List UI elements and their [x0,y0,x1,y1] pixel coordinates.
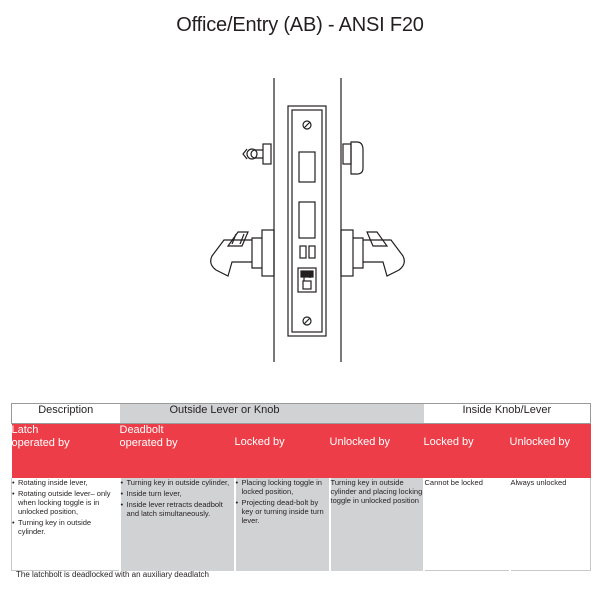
key-cylinder-icon [243,144,271,164]
cell-outside-locked-by [235,478,330,571]
thumbturn-icon [343,142,363,174]
cell-inside-unlocked-by: Always unlocked [510,478,591,571]
mortise-lock-case-icon [288,106,326,336]
col-deadbolt-operated: Deadbolt operated by [120,424,235,479]
lock-diagram [0,70,600,380]
cell-deadbolt-operated [120,478,235,571]
col-inside-unlocked-by: Unlocked by [510,424,591,479]
list-item: • Inside lever retracts deadbolt and latch simultaneously. [127,500,234,518]
col-inside-locked-by: Locked by [424,424,510,479]
cell-latch-operated [12,478,120,571]
list-item: • Inside turn lever, [127,489,234,498]
col-outside-locked-by: Locked by [235,424,330,479]
group-outside-spacer [330,404,424,424]
locking-toggle-icon [298,268,316,292]
group-outside: Outside Lever or Knob [120,404,330,424]
cell-inside-locked-by: Cannot be locked [424,478,510,571]
col-outside-unlocked-by: Unlocked by [330,424,424,479]
group-inside: Inside Knob/Lever [424,404,591,424]
list-item: • Rotating outside lever– only when locking toggle is in unlocked position, [18,489,119,516]
function-table [11,403,591,571]
group-header-row [12,404,591,424]
list-item: • Turning key in outside cylinder, [127,478,234,487]
list-item: • Rotating inside lever, [18,478,119,487]
list-item: • Placing locking toggle in locked position, [242,478,329,496]
inside-lever-icon [341,230,404,276]
list-item: • Turning key in outside cylinder. [18,518,119,536]
table-row [12,478,591,571]
group-description: Description [12,404,120,424]
cell-outside-unlocked-by: Turning key in outside cylinder and placing locking toggle in unlocked position [330,478,424,571]
list-item: • Projecting dead-bolt by key or turning inside turn lever. [242,498,329,525]
col-latch-operated: Latch operated by [12,424,120,479]
footnote: The latchbolt is deadlocked with an auxiliary deadlatch [16,570,210,579]
page-title: Office/Entry (AB) - ANSI F20 [176,14,424,36]
column-header-row [12,424,591,479]
outside-lever-icon [211,230,274,276]
